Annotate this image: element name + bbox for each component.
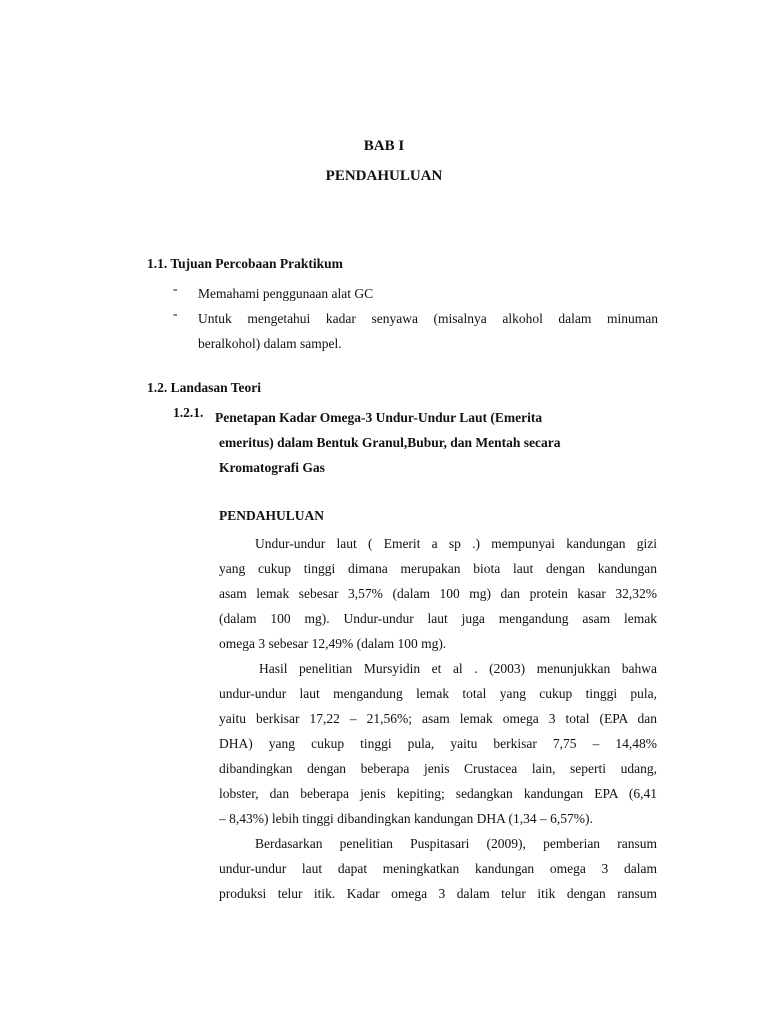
subsection-title-line: emeritus) dalam Bentuk Granul,Bubur, dan Mentah secara [219, 435, 561, 450]
paragraph-1 [219, 531, 657, 656]
subsection-title-line: Kromatografi Gas [219, 460, 325, 475]
subsection-title-line: Penetapan Kadar Omega-3 Undur-Undur Laut (Emerita [215, 410, 543, 425]
bullet-line: Untuk mengetahui kadar senyawa (misalnya alkohol dalam minuman [198, 311, 658, 326]
paragraph-line: lobster, dan beberapa jenis kepiting; sedangkan kandungan EPA (6,41 [219, 786, 657, 801]
subsection-title [215, 405, 659, 480]
subsection-number: 1.2.1. [173, 405, 204, 420]
paragraph-line: asam lemak sebesar 3,57% (dalam 100 mg) dan protein kasar 32,32% [219, 586, 657, 601]
intro-heading: PENDAHULUAN [219, 508, 325, 523]
paragraph-line: yaitu berkisar 17,22 – 21,56%; asam lemak omega 3 total (EPA dan [219, 711, 657, 726]
bullet-dash: - [173, 281, 178, 296]
chapter-title: PENDAHULUAN [325, 168, 443, 184]
bullet-line: beralkohol) dalam sampel. [198, 336, 342, 351]
paragraph-line: undur-undur laut mengandung lemak total yang cukup tinggi pula, [219, 686, 657, 701]
paragraph-2 [219, 656, 657, 831]
bullet-dash: - [173, 306, 178, 321]
bullet-line: Memahami penggunaan alat GC [198, 286, 374, 301]
paragraph-line: produksi telur itik. Kadar omega 3 dalam telur itik dengan ransum [219, 886, 657, 901]
chapter-number: BAB I [363, 138, 405, 154]
paragraph-line: Berdasarkan penelitian Puspitasari (2009), pemberian ransum [255, 836, 657, 851]
paragraph-line: Undur-undur laut ( Emerit a sp .) mempunyai kandungan gizi [255, 536, 657, 551]
paragraph-line: DHA) yang cukup tinggi pula, yaitu berkisar 7,75 – 14,48% [219, 736, 657, 751]
paragraph-line: yang cukup tinggi dimana merupakan biota laut dengan kandungan [219, 561, 657, 576]
paragraph-3 [219, 831, 657, 906]
bullet-item [198, 281, 658, 306]
paragraph-line: dibandingkan dengan beberapa jenis Crustacea lain, seperti udang, [219, 761, 657, 776]
paragraph-line: omega 3 sebesar 12,49% (dalam 100 mg). [219, 636, 447, 651]
section-heading-tujuan: 1.1. Tujuan Percobaan Praktikum [147, 256, 343, 271]
section-heading-landasan: 1.2. Landasan Teori [147, 380, 262, 395]
paragraph-line: – 8,43%) lebih tinggi dibandingkan kandungan DHA (1,34 – 6,57%). [219, 811, 593, 826]
paragraph-line: undur-undur laut dapat meningkatkan kandungan omega 3 dalam [219, 861, 657, 876]
paragraph-line: Hasil penelitian Mursyidin et al . (2003) menunjukkan bahwa [259, 661, 657, 676]
bullet-item [198, 306, 658, 356]
paragraph-line: (dalam 100 mg). Undur-undur laut juga mengandung asam lemak [219, 611, 657, 626]
